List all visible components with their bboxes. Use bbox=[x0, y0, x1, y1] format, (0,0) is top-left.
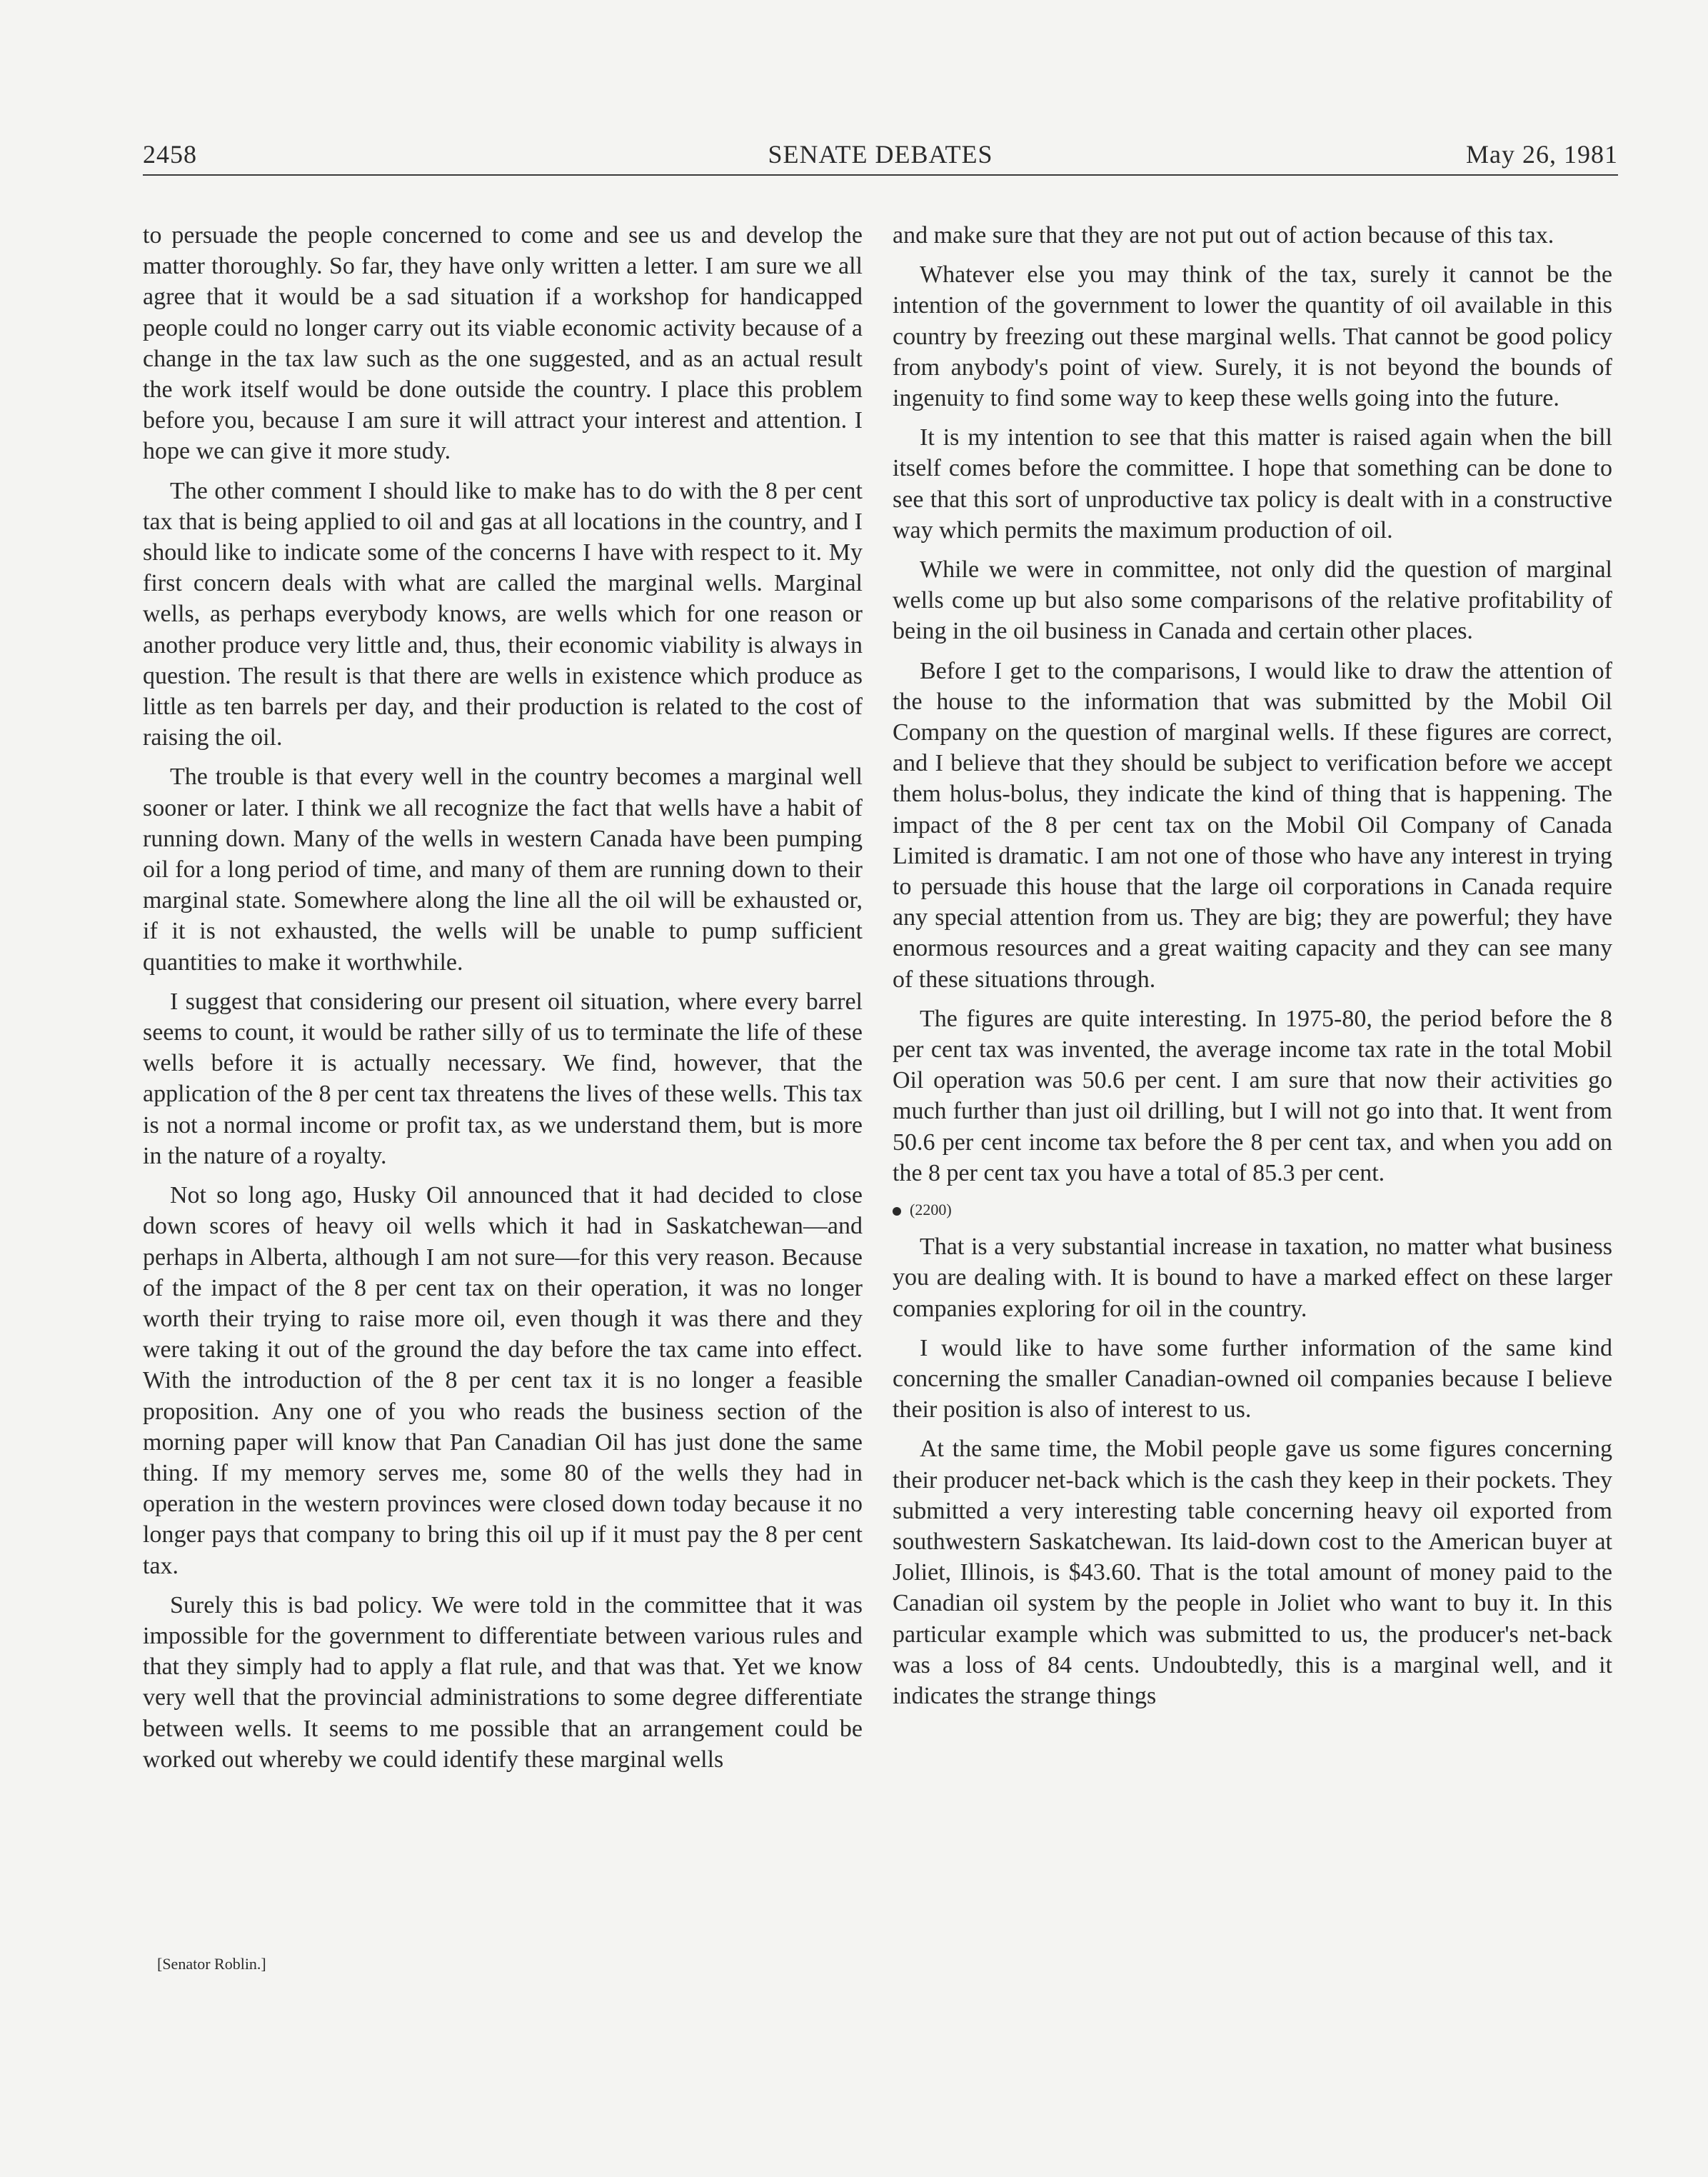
paragraph: Surely this is bad policy. We were told in the committee that it was impossible for the government to differentiate between various rules and that they simply had to apply a flat rule, and that was that. Yet we know very well that the provincial administrations to some degree differentiate between wells. It seems to me possible that an arrangement could be worked out whereby we could identify these marginal wells bbox=[143, 1591, 863, 1773]
left-column bbox=[143, 220, 863, 1783]
running-title: SENATE DEBATES bbox=[768, 140, 993, 169]
time-marker-label: (2200) bbox=[910, 1201, 952, 1219]
paragraph: That is a very substantial increase in taxation, no matter what business you are dealing with. It is bound to have a marked effect on these larger companies exploring for oil in the country. bbox=[893, 1233, 1612, 1322]
paragraph: to persuade the people concerned to come and see us and develop the matter thoroughly. So far, they have only written a letter. I am sure we all agree that it would be a sad situation if a workshop for handicapped people could no longer carry out its viable economic activity because of a change in the tax law such as the one suggested, and as an actual result the work itself would be done outside the country. I place this problem before you, because I am sure it will attract your interest and attention. I hope we can give it more study. bbox=[143, 222, 863, 465]
page-header bbox=[143, 140, 1618, 176]
paragraph: At the same time, the Mobil people gave us some figures concerning their producer net-back which is the cash they keep in their pockets. They submitted a very interesting table concerning heavy oil exported from southwestern Saskatchewan. Its laid-down cost to the American buyer at Joliet, Illinois, is $43.60. That is the total amount of money paid to the Canadian oil system by the people in Joliet who want to buy it. In this particular example which was submitted to us, the producer's net-back was a loss of 84 cents. Undoubtedly, this is a marginal well, and it indicates the strange things bbox=[893, 1436, 1612, 1709]
paragraph: The trouble is that every well in the country becomes a marginal well sooner or later. I think we all recognize the fact that wells have a habit of running down. Many of the wells in western Canada have been pumping oil for a long period of time, and many of them are running down to their marginal state. Somewhere along the line all the oil will be exhausted or, if it is not exhausted, the wells will be unable to pump sufficient quantities to make it worthwhile. bbox=[143, 764, 863, 976]
paragraph: and make sure that they are not put out of action because of this tax. bbox=[893, 222, 1554, 249]
paragraph: The other comment I should like to make has to do with the 8 per cent tax that is being applied to oil and gas at all locations in the country, and I should like to indicate some of the concerns I have with respect to it. My first concern deals with what are called the marginal wells. Marginal wells, as perhaps everybody knows, are wells which for one reason or another produce very little and, thus, their economic viability is always in question. The result is that there are wells in existence which produce as little as ten barrels per day, and their production is related to the cost of raising the oil. bbox=[143, 477, 863, 751]
page-number: 2458 bbox=[143, 140, 197, 169]
page-date: May 26, 1981 bbox=[1466, 140, 1618, 169]
paragraph: It is my intention to see that this matter is raised again when the bill itself comes before the committee. I hope that something can be done to see that this sort of unproductive tax policy is dealt with in a constructive way which permits the maximum production of oil. bbox=[893, 424, 1612, 544]
paragraph: Not so long ago, Husky Oil announced that it had decided to close down scores of heavy oil wells which it had in Saskatchewan—and perhaps in Alberta, although I am not sure—for this very reason. Because of the impact of the 8 per cent tax on their operation, it was no longer worth their trying to raise more oil, even though it was there and they were taking it out of the ground the day before the tax came into effect. With the introduction of the 8 per cent tax it is no longer a feasible proposition. Any one of you who reads the business section of the morning paper will know that Pan Canadian Oil has just done the same thing. If my memory serves me, some 80 of the wells they had in operation in the western provinces were closed down today because it no longer pays that company to bring this oil up if it must pay the 8 per cent tax. bbox=[143, 1182, 863, 1579]
paragraph: Whatever else you may think of the tax, surely it cannot be the intention of the government to lower the quantity of oil available in this country by freezing out these marginal wells. That cannot be good policy from anybody's point of view. Surely, it is not beyond the bounds of ingenuity to find some way to keep these wells going into the future. bbox=[893, 261, 1612, 412]
paragraph: The figures are quite interesting. In 1975-80, the period before the 8 per cent tax was invented, the average income tax rate in the total Mobil Oil operation was 50.6 per cent. I am sure that now their activities go much further than just oil drilling, but I will not go into that. It went from 50.6 per cent income tax before the 8 per cent tax, and when you add on the 8 per cent tax you have a total of 85.3 per cent. bbox=[893, 1005, 1612, 1186]
paragraph: I suggest that considering our present oil situation, where every barrel seems to count, it would be rather silly of us to terminate the life of these wells before it is actually necessary. We find, however, that the application of the 8 per cent tax threatens the lives of these wells. This tax is not a normal income or profit tax, as we understand them, but is more in the nature of a royalty. bbox=[143, 988, 863, 1169]
paragraph: While we were in committee, not only did the question of marginal wells come up but also some comparisons of the relative profitability of being in the oil business in Canada and certain other places. bbox=[893, 556, 1612, 645]
paragraph: Before I get to the comparisons, I would like to draw the attention of the house to the information that was submitted by the Mobil Oil Company on the question of marginal wells. If these figures are correct, and I believe that they should be subject to verification before we accept them holus-bolus, they indicate the kind of thing that is happening. The impact of the 8 per cent tax on the Mobil Oil Company of Canada Limited is dramatic. I am not one of those who have any interest in trying to persuade this house that the large oil corporations in Canada require any special attention from us. They are big; they are powerful; they have enormous resources and a great waiting capacity and they can see many of these situations through. bbox=[893, 657, 1612, 993]
right-column bbox=[893, 220, 1612, 1720]
speaker-note: [Senator Roblin.] bbox=[157, 1955, 266, 1973]
time-marker bbox=[893, 1197, 1612, 1223]
bullet-icon bbox=[893, 1207, 901, 1216]
paragraph: I would like to have some further information of the same kind concerning the smaller Canadian-owned oil companies because I believe their position is also of interest to us. bbox=[893, 1334, 1612, 1423]
